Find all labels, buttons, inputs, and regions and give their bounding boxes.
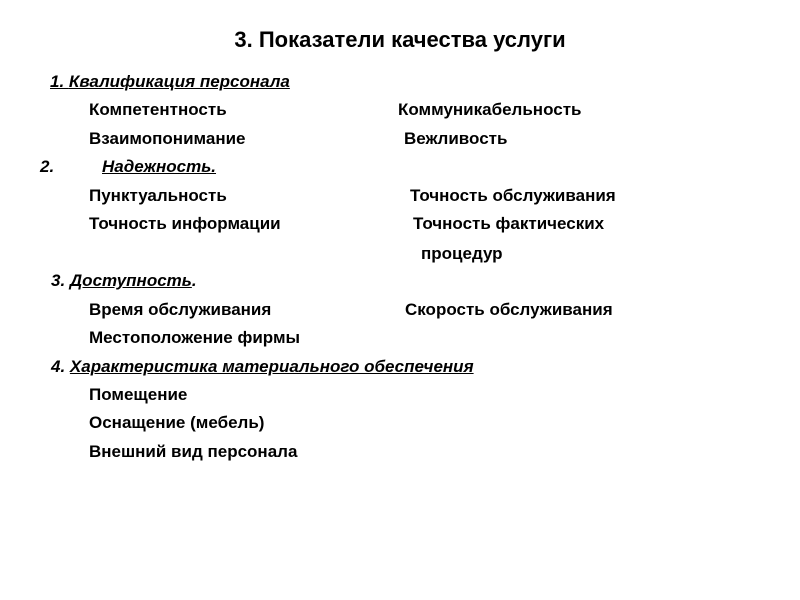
list-item: Помещение <box>89 385 188 404</box>
list-item: Пунктуальность <box>89 186 227 205</box>
section-title: Квалификация персонала <box>68 72 290 91</box>
list-item: Точность фактических <box>413 214 605 233</box>
section-number: 1. <box>50 72 69 91</box>
section-title-suffix: . <box>191 271 197 290</box>
list-item-continuation: процедур <box>421 244 503 263</box>
section-heading-4 <box>51 356 474 378</box>
list-item: Точность обслуживания <box>410 186 616 205</box>
section-heading-3 <box>51 270 197 292</box>
list-item: Вежливость <box>404 129 508 148</box>
list-item: Внешний вид персонала <box>89 442 298 461</box>
section-title: Характеристика материального обеспечения <box>69 357 474 376</box>
section-number: 3. <box>51 271 70 290</box>
section-number: 4. <box>51 357 70 376</box>
list-item: Точность информации <box>89 214 281 233</box>
section-heading-2: Надежность. <box>102 157 217 176</box>
list-item: Оснащение (мебель) <box>89 413 265 432</box>
list-item: Скорость обслуживания <box>405 300 613 319</box>
section-title: Доступность <box>69 271 192 290</box>
section-heading-1 <box>50 71 290 93</box>
list-item: Взаимопонимание <box>89 129 246 148</box>
list-item: Местоположение фирмы <box>89 328 301 347</box>
list-item: Коммуникабельность <box>398 100 582 119</box>
list-item: Время обслуживания <box>89 300 272 319</box>
page-title: 3. Показатели качества услуги <box>234 27 566 52</box>
list-item: Компетентность <box>89 100 227 119</box>
section-number: 2. <box>40 157 55 176</box>
